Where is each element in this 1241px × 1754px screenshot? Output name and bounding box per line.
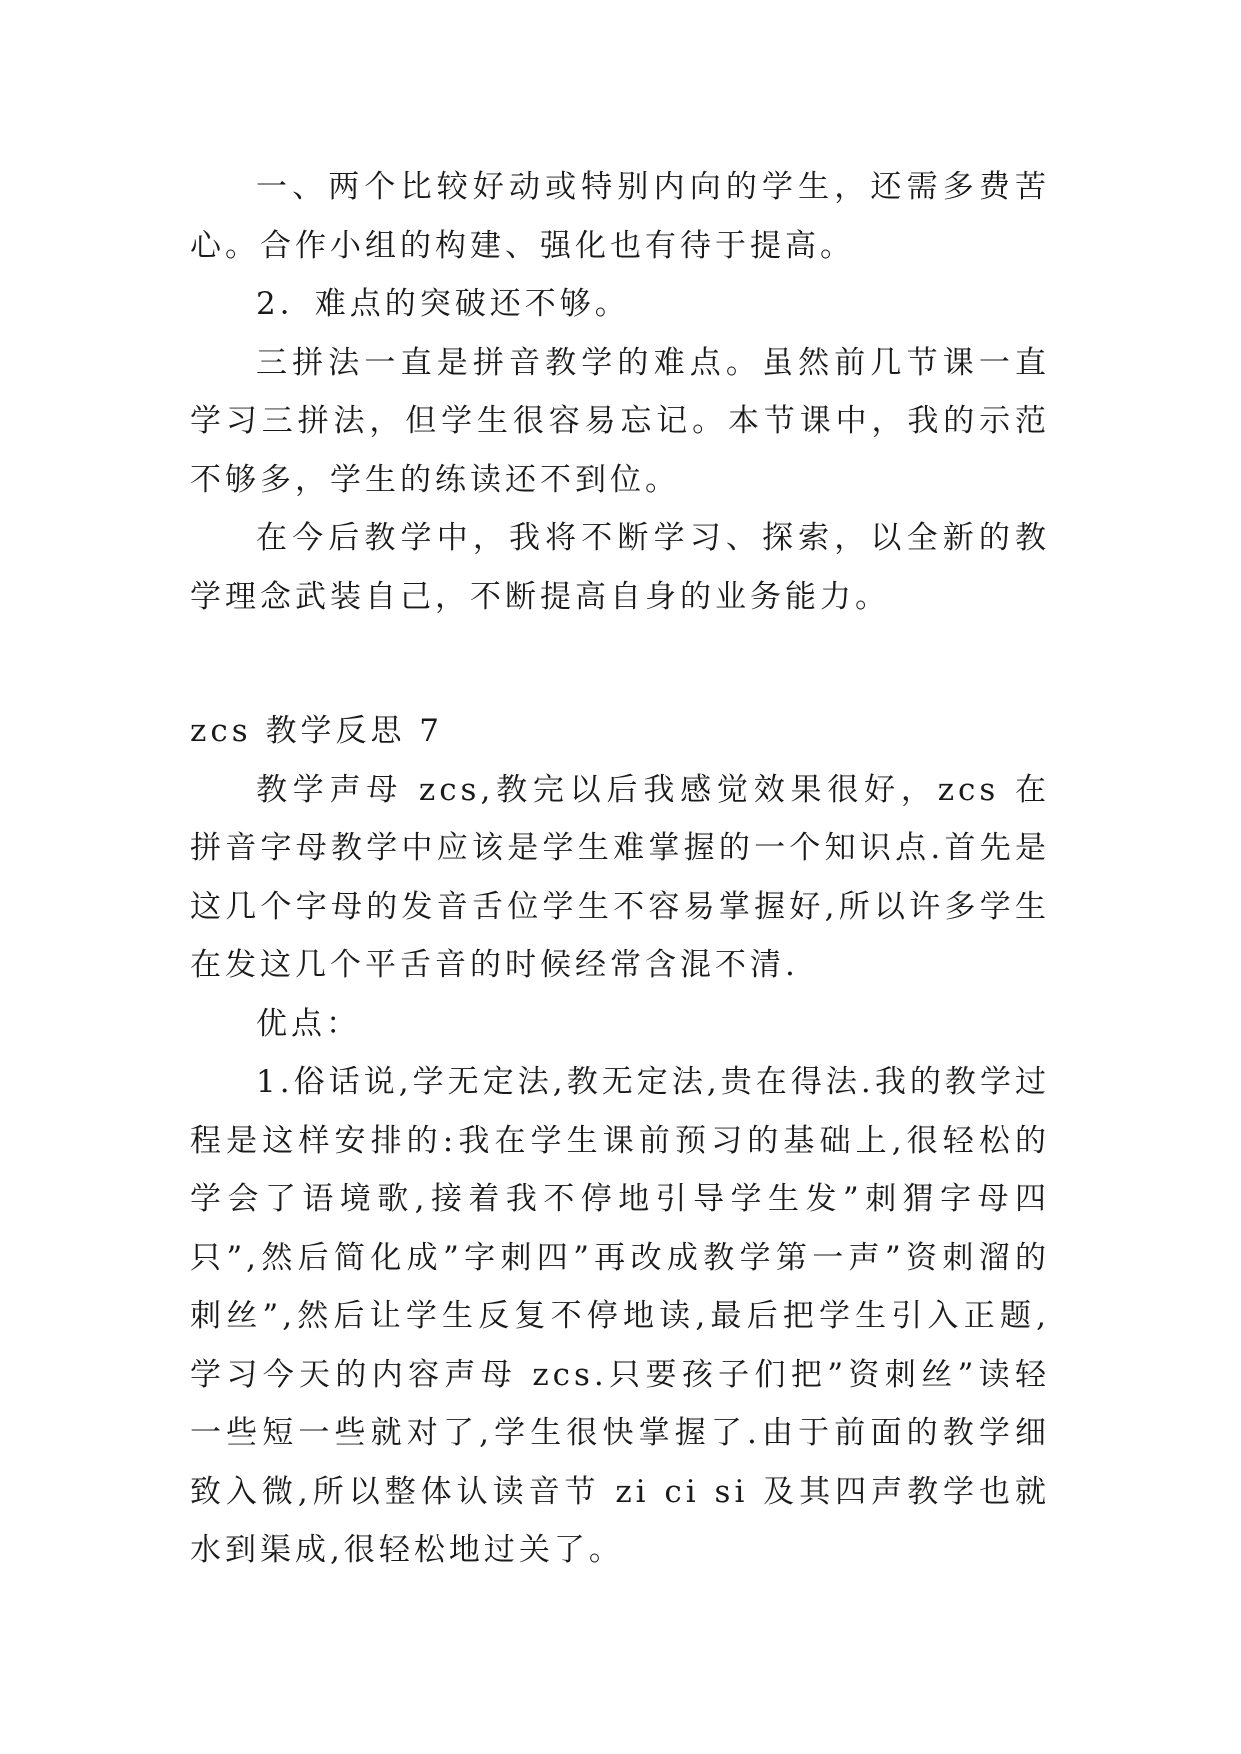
section-title: zcs 教学反思 7: [190, 713, 444, 749]
section-gap: [190, 626, 1050, 702]
paragraph-2: 2．难点的突破还不够。: [256, 286, 630, 322]
paragraph-3: 三拼法一直是拼音教学的难点。虽然前几节课一直学习三拼法，但学生很容易忘记。本节课中，我的示范不够多，学生的练读还不到位。: [190, 344, 1050, 498]
paragraph-1: 一、两个比较好动或特别内向的学生，还需多费苦心。合作小组的构建、强化也有待于提高。: [190, 169, 1050, 264]
document-body: [190, 158, 1050, 1580]
paragraph-7: 1.俗话说,学无定法,教无定法,贵在得法.我的教学过程是这样安排的:我在学生课前预习的基础上,很轻松的学会了语境歌,接着我不停地引导学生发”刺猬字母四只”,然后简化成”字刺四”再改成教学第一声”资刺溜的刺丝”,然后让学生反复不停地读,最后把学生引入正题,学习今天的内容声母 zcs.只要孩子们把”资刺丝”读轻一些短一些就对了,学生很快掌握了.由于前面的教学细致入微,所以整体认读音节 zi ci si 及其四声教学也就水到渠成,很轻松地过关了。: [190, 1064, 1050, 1568]
paragraph-5: 教学声母 zcs,教完以后我感觉效果很好，zcs 在拼音字母教学中应该是学生难掌握的一个知识点.首先是这几个字母的发音舌位学生不容易掌握好,所以许多学生在发这几个平舌音的时候经常含混不清.: [190, 771, 1050, 983]
paragraph-6: 优点：: [256, 1005, 361, 1042]
paragraph-4: 在今后教学中，我将不断学习、探索，以全新的教学理念武装自己，不断提高自身的业务能力。: [190, 520, 1050, 615]
